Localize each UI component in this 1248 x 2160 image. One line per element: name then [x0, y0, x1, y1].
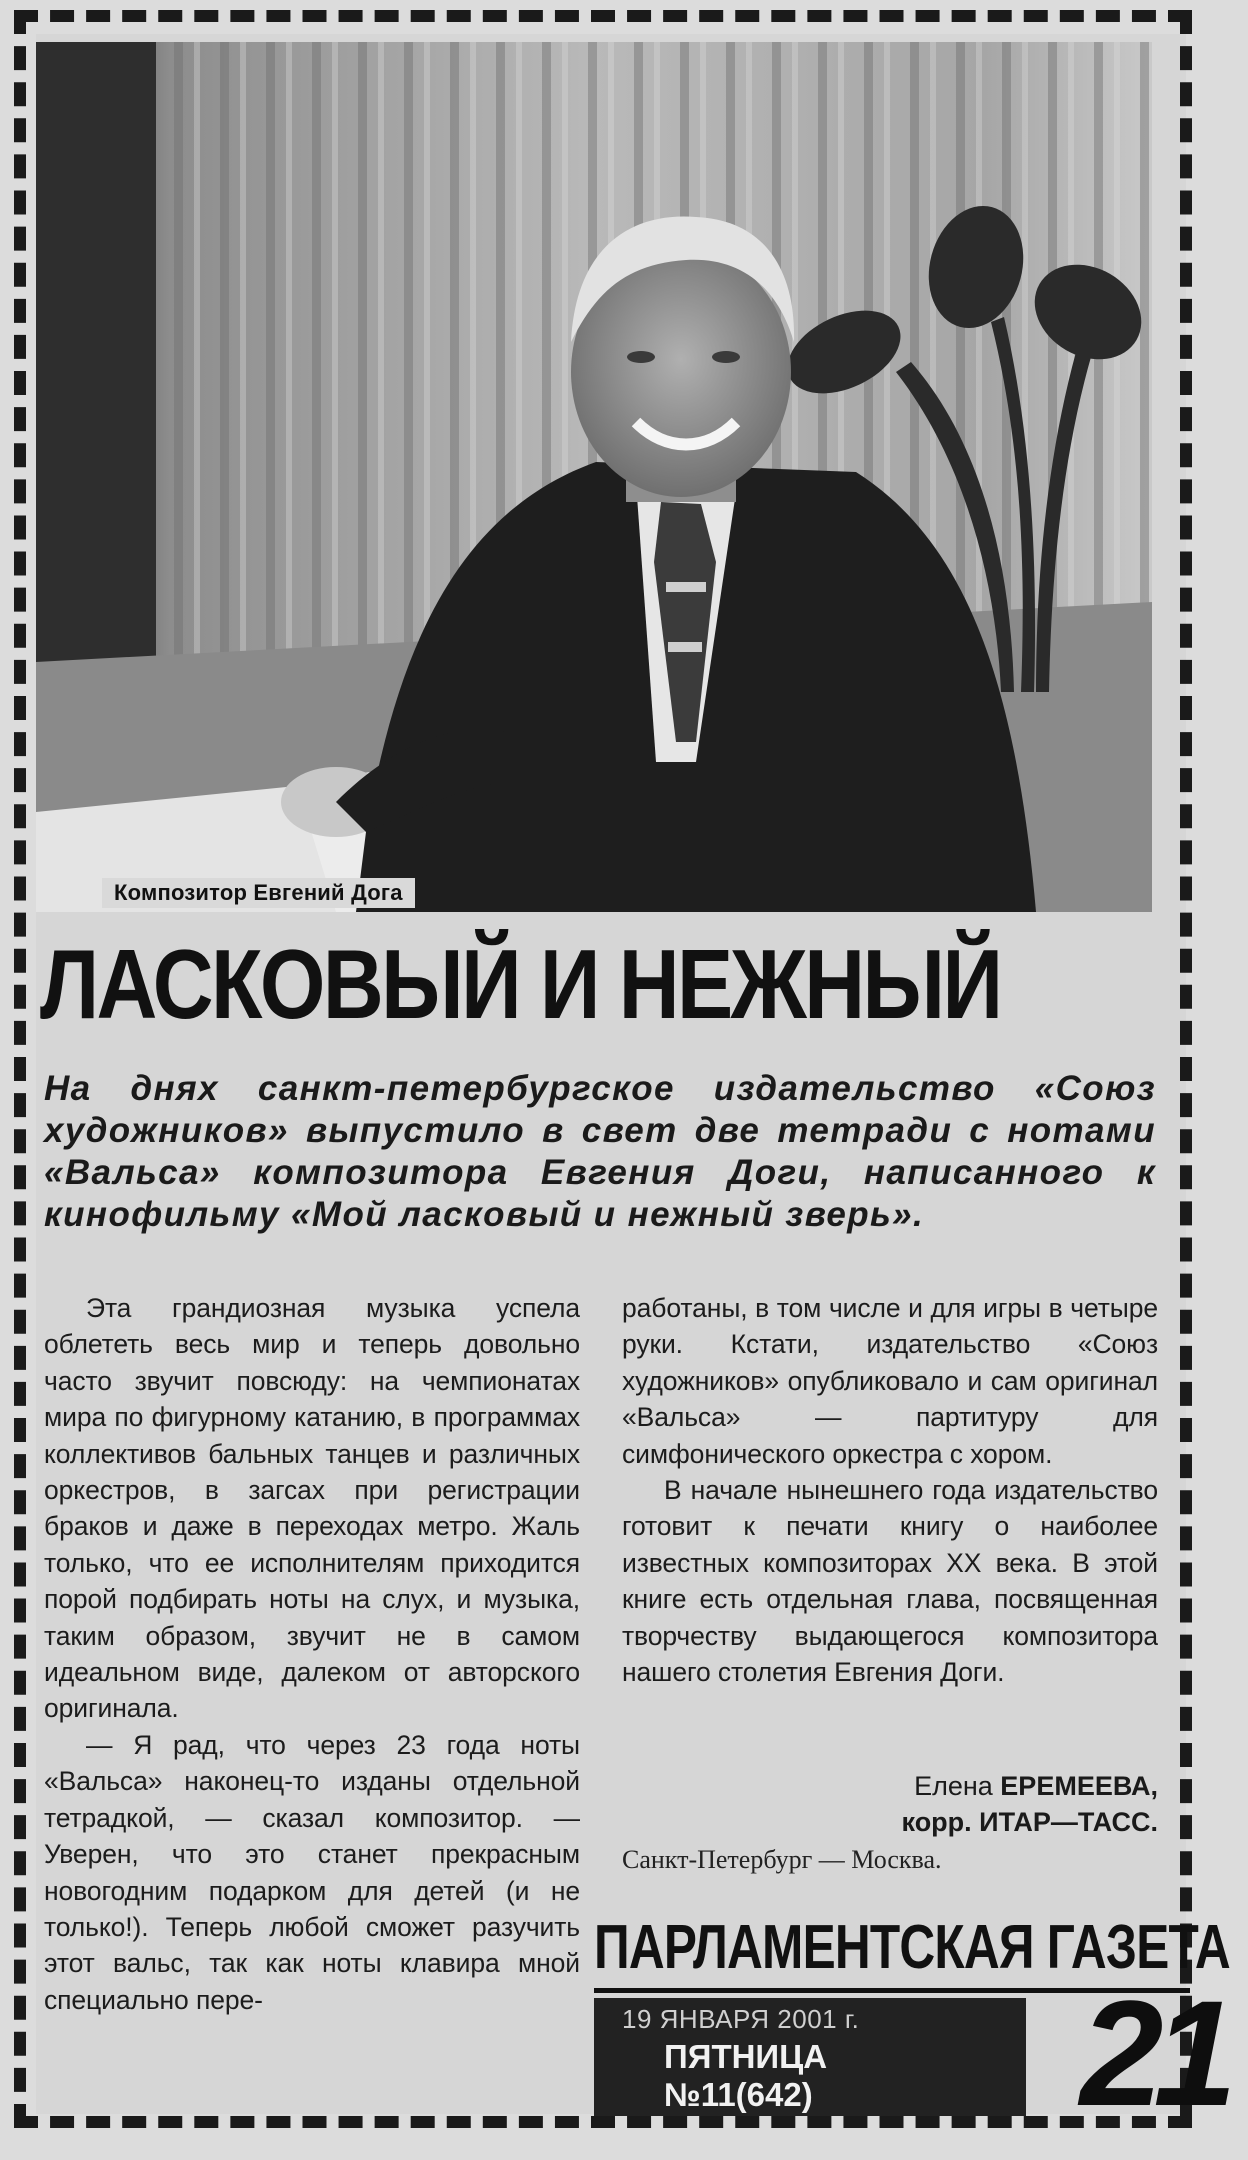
article-headline: ЛАСКОВЫЙ И НЕЖНЫЙ — [40, 929, 1001, 1039]
author-first-name: Елена — [914, 1771, 993, 1801]
author-role: корр. ИТАР—ТАСС. — [901, 1807, 1158, 1837]
composer-photo — [36, 42, 1152, 912]
left-paragraph-2: — Я рад, что через 23 года ноты «Вальса» наконец-то изданы отдельной тетрадкой, — сказал композитор. — Уверен, что это станет прекрасным новогодним подарком для детей (и не только!). Теперь любой сможет разучить этот вальс, так как ноты клавира мной специально пере- — [44, 1729, 580, 2015]
newspaper-masthead: ПАРЛАМЕНТСКАЯ ГАЗЕТА — [594, 1913, 1230, 1982]
right-paragraph-2: В начале нынешнего года издательство готовит к печати книгу о наиболее известных композиторах XX века. В этой книге есть отдельная глава, посвященная творчеству выдающегося композитора нашего столетия Евгения Доги. — [622, 1475, 1158, 1688]
article-signature — [622, 1768, 1158, 1840]
article-left-column — [44, 1290, 580, 2120]
issue-weekday: ПЯТНИЦА — [664, 2038, 828, 2075]
issue-date: 19 ЯНВАРЯ 2001 г. — [622, 2004, 860, 2034]
article-dateline: Санкт-Петербург — Москва. — [622, 1845, 942, 1874]
photo-caption: Композитор Евгений Дога — [102, 878, 415, 908]
article-lead: На днях санкт-петербургское издательство «Союз художников» выпустило в свет две тетради с нотами «Вальса» композитора Евгения Доги, написанного к кинофильму «Мой ласковый и нежный зверь». — [44, 1069, 1156, 1234]
page-number: 21 — [1080, 1969, 1227, 2137]
issue-number: №11(642) — [664, 2076, 813, 2113]
left-paragraph-1: Эта грандиозная музыка успела облететь весь мир и теперь довольно часто звучит повсюду: на чемпионатах мира по фигурному катанию, в программах коллективов бальных танцев и различных оркестров, в загсах при регистрации браков и даже в переходах метро. Жаль только, что ее исполнителям приходится порой подбирать ноты на слух, и музыка, таким образом, звучит не в самом идеальном виде, далеком от авторского оригинала. — [44, 1293, 580, 1724]
right-paragraph-1: работаны, в том числе и для игры в четыре руки. Кстати, издательство «Союз художников» опубликовало и сам оригинал «Вальса» — партитуру для симфонического оркестра с хором. — [622, 1293, 1158, 1469]
article-right-column — [622, 1290, 1158, 1730]
author-last-name: ЕРЕМЕЕВА, — [1000, 1771, 1158, 1801]
